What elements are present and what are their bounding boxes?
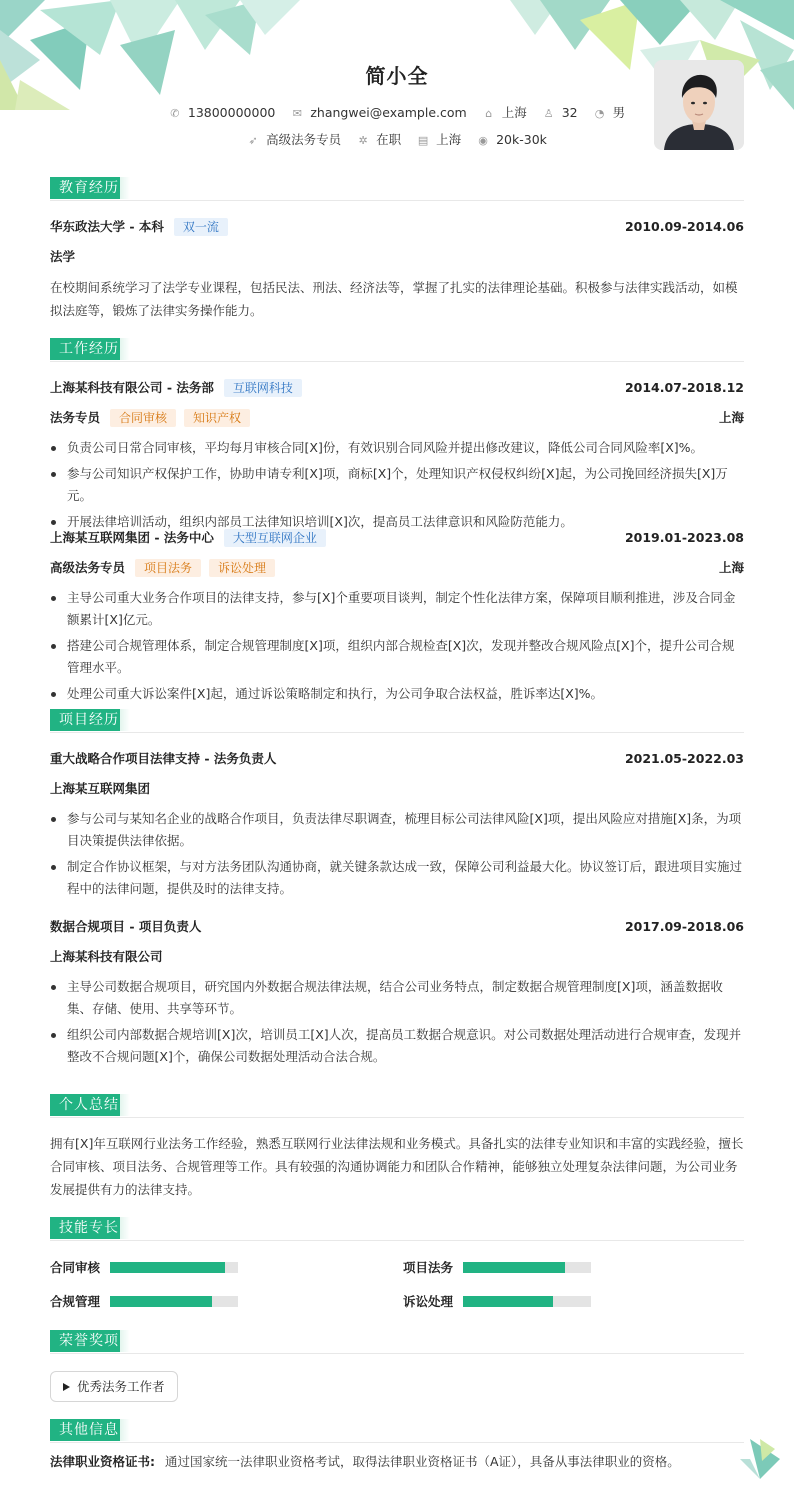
job-city: 上海 [718, 560, 744, 575]
location-item [483, 103, 527, 121]
project-name: 重大战略合作项目法律支持 - 法务负责人 [50, 751, 277, 766]
skill-name: 合规管理 [50, 1293, 101, 1309]
phone-item [169, 105, 275, 120]
section-header [50, 177, 744, 201]
section-header [50, 1330, 744, 1354]
job-industry-tag: 互联网科技 [224, 379, 302, 397]
section-title-tail [120, 709, 130, 731]
work-city-text: 上海 [436, 132, 462, 147]
job-industry-tag: 大型互联网企业 [224, 529, 326, 547]
skill-fill [110, 1296, 212, 1307]
section-title-tail [120, 1217, 130, 1239]
job-company: 上海某互联网集团 - 法务中心 [50, 530, 214, 545]
project-bullet: 主导公司数据合规项目，研究国内外数据合规法律法规，结合公司业务特点，制定数据合规管理制度[X]项，涵盖数据收集、存储、使用、共享等环节。 [50, 976, 744, 1020]
skill-item [403, 1291, 591, 1311]
location-text: 上海 [501, 105, 527, 120]
job-bullet: 搭建公司合规管理体系，制定合规管理制度[X]项，组织内部合规检查[X]次，发现并整改合规风险点[X]个，提升公司合规管理水平。 [50, 635, 744, 679]
skill-item [403, 1257, 591, 1277]
education-description: 在校期间系统学习了法学专业课程，包括民法、刑法、经济法等，掌握了扎实的法律理论基础。积极参与法律实践活动，如模拟法庭等，锻炼了法律实务操作能力。 [50, 280, 738, 318]
job-bullet: 负责公司日常合同审核，平均每月审核合同[X]份，有效识别合同风险并提出修改建议，降低公司合同风险率[X]%。 [50, 437, 744, 459]
project-dates: 2021.05-2022.03 [624, 751, 744, 766]
job-bullet: 处理公司重大诉讼案件[X]起，通过诉讼策略制定和执行，为公司争取合法权益，胜诉率达[X]%。 [50, 683, 744, 705]
age-icon: ♙ [543, 107, 554, 120]
other-section [50, 1419, 744, 1469]
job-title-text: 高级法务专员 [266, 132, 342, 147]
salary-item [477, 132, 547, 147]
work-section [50, 338, 744, 701]
certificate-label: 法律职业资格证书: [50, 1454, 155, 1469]
project-dates: 2017.09-2018.06 [624, 919, 744, 934]
skill-name: 项目法务 [403, 1259, 454, 1275]
job-skill-tag: 知识产权 [184, 409, 250, 427]
play-icon [63, 1383, 70, 1391]
job-skill-tag: 项目法务 [135, 559, 201, 577]
section-title-tail [120, 1330, 130, 1352]
project-org: 上海某科技有限公司 [50, 949, 163, 964]
gender-text: 男 [612, 105, 626, 120]
section-title-tail [120, 177, 130, 199]
skill-name: 诉讼处理 [403, 1293, 454, 1309]
email-text: zhangwei@example.com [310, 105, 467, 120]
section-title: 技能专长 [50, 1217, 128, 1239]
phone-text: 13800000000 [187, 105, 276, 120]
section-title-tail [120, 1419, 130, 1441]
summary-section [50, 1094, 744, 1197]
job-role: 法务专员 [50, 410, 101, 425]
major: 法学 [50, 249, 76, 264]
section-header [50, 709, 744, 733]
section-header [50, 1217, 744, 1241]
job-dates: 2019.01-2023.08 [624, 530, 744, 545]
skill-fill [463, 1296, 553, 1307]
corner-decoration [740, 1439, 780, 1479]
skill-bar [463, 1296, 591, 1307]
project-name: 数据合规项目 - 项目负责人 [50, 919, 202, 934]
project-header-row [50, 749, 744, 769]
section-title: 其他信息 [50, 1419, 128, 1441]
section-title-tail [120, 1094, 130, 1116]
project-bullet: 制定合作协议框架，与对方法务团队沟通协商，就关键条款达成一致，保障公司利益最大化。协议签订后，跟进项目实施过程中的法律问题，提供及时的法律支持。 [50, 856, 744, 900]
project-bullets [50, 976, 744, 1072]
school-tag: 双一流 [174, 218, 228, 236]
project-bullets [50, 808, 744, 904]
job-skill-tag: 诉讼处理 [209, 559, 275, 577]
job-bullet: 参与公司知识产权保护工作，协助申请专利[X]项，商标[X]个，处理知识产权侵权纠纷[X]起，为公司挽回经济损失[X]万元。 [50, 463, 744, 507]
section-title: 工作经历 [50, 338, 128, 360]
skill-fill [110, 1262, 225, 1273]
project-bullet: 组织公司内部数据合规培训[X]次，培训员工[X]人次，提高员工数据合规意识。对公司数据处理活动进行合规审查，发现并整改不合规问题[X]个，确保公司数据处理活动合法合规。 [50, 1024, 744, 1068]
job-role-row [50, 558, 744, 578]
skill-bar [463, 1262, 591, 1273]
job-dates: 2014.07-2018.12 [624, 380, 744, 395]
section-title: 教育经历 [50, 177, 128, 199]
status-item [357, 130, 401, 148]
project-header-row [50, 917, 744, 937]
honors-section [50, 1330, 744, 1394]
avatar-photo [654, 60, 744, 150]
salary-text: 20k-30k [496, 132, 547, 147]
job-bullet: 主导公司重大业务合作项目的法律支持，参与[X]个重要项目谈判，制定个性化法律方案，保障项目顺利推进，涉及合同金额累计[X]亿元。 [50, 587, 744, 631]
job-bullet: 开展法律培训活动，组织内部员工法律知识培训[X]次，提高员工法律意识和风险防范能力。 [50, 511, 744, 533]
job-bullets [50, 437, 744, 537]
job-city: 上海 [718, 410, 744, 425]
age-item [543, 105, 578, 120]
avatar [654, 60, 744, 150]
status-icon: ✲ [358, 134, 368, 147]
summary-text: 拥有[X]年互联网行业法务工作经验，熟悉互联网行业法律法规和业务模式。具备扎实的法律专业知识和丰富的实践经验，擅长合同审核、项目法务、合规管理等工作。具有较强的沟通协调能力和团队合作精神，能够独立处理复杂法律问题，为公司业务发展提供有力的法律支持。 [50, 1136, 744, 1197]
section-title-tail [120, 338, 130, 360]
gender-icon: ◔ [594, 107, 605, 120]
education-header-row [50, 217, 744, 237]
home-icon: ⌂ [485, 107, 493, 120]
section-title: 项目经历 [50, 709, 128, 731]
job-title-item [247, 130, 341, 148]
education-section [50, 177, 744, 318]
job-bullets [50, 587, 744, 709]
status-text: 在职 [376, 132, 402, 147]
send-icon: ➶ [248, 134, 258, 147]
gender-item [594, 103, 626, 121]
age-text: 32 [561, 105, 578, 120]
candidate-name: 简小全 [365, 64, 429, 88]
skill-item [50, 1257, 238, 1277]
job-header-row [50, 378, 744, 398]
skills-section [50, 1217, 744, 1309]
building-icon: ▤ [417, 134, 429, 147]
skill-bar [110, 1296, 238, 1307]
phone-icon: ✆ [170, 107, 180, 120]
honor-label: 优秀法务工作者 [77, 1379, 165, 1394]
project-org: 上海某互联网集团 [50, 781, 151, 796]
projects-section [50, 709, 744, 1064]
education-dates: 2010.09-2014.06 [624, 219, 744, 234]
job-header-row [50, 528, 744, 548]
job-role-row [50, 408, 744, 428]
school-name: 华东政法大学 - 本科 [50, 219, 164, 234]
section-header [50, 1419, 744, 1443]
skill-fill [463, 1262, 565, 1273]
section-title: 个人总结 [50, 1094, 128, 1116]
certificate-text: 通过国家统一法律职业资格考试，取得法律职业资格证书（A证），具备从事法律职业的资格。 [164, 1454, 680, 1469]
email-item [291, 105, 466, 120]
skill-item [50, 1291, 238, 1311]
mail-icon: ✉ [292, 107, 302, 120]
work-city-item [417, 130, 461, 148]
project-bullet: 参与公司与某知名企业的战略合作项目，负责法律尽职调查，梳理目标公司法律风险[X]项，提出风险应对措施[X]条，为项目决策提供法律依据。 [50, 808, 744, 852]
honor-item[interactable] [50, 1371, 178, 1402]
skill-bar [110, 1262, 238, 1273]
section-header [50, 1094, 744, 1118]
job-company: 上海某科技有限公司 - 法务部 [50, 380, 214, 395]
certificate-row [50, 1452, 744, 1472]
job-skill-tag: 合同审核 [110, 409, 176, 427]
skill-name: 合同审核 [50, 1259, 101, 1275]
money-icon: ◉ [478, 134, 488, 147]
section-title: 荣誉奖项 [50, 1330, 128, 1352]
section-header [50, 338, 744, 362]
job-role: 高级法务专员 [50, 560, 126, 575]
